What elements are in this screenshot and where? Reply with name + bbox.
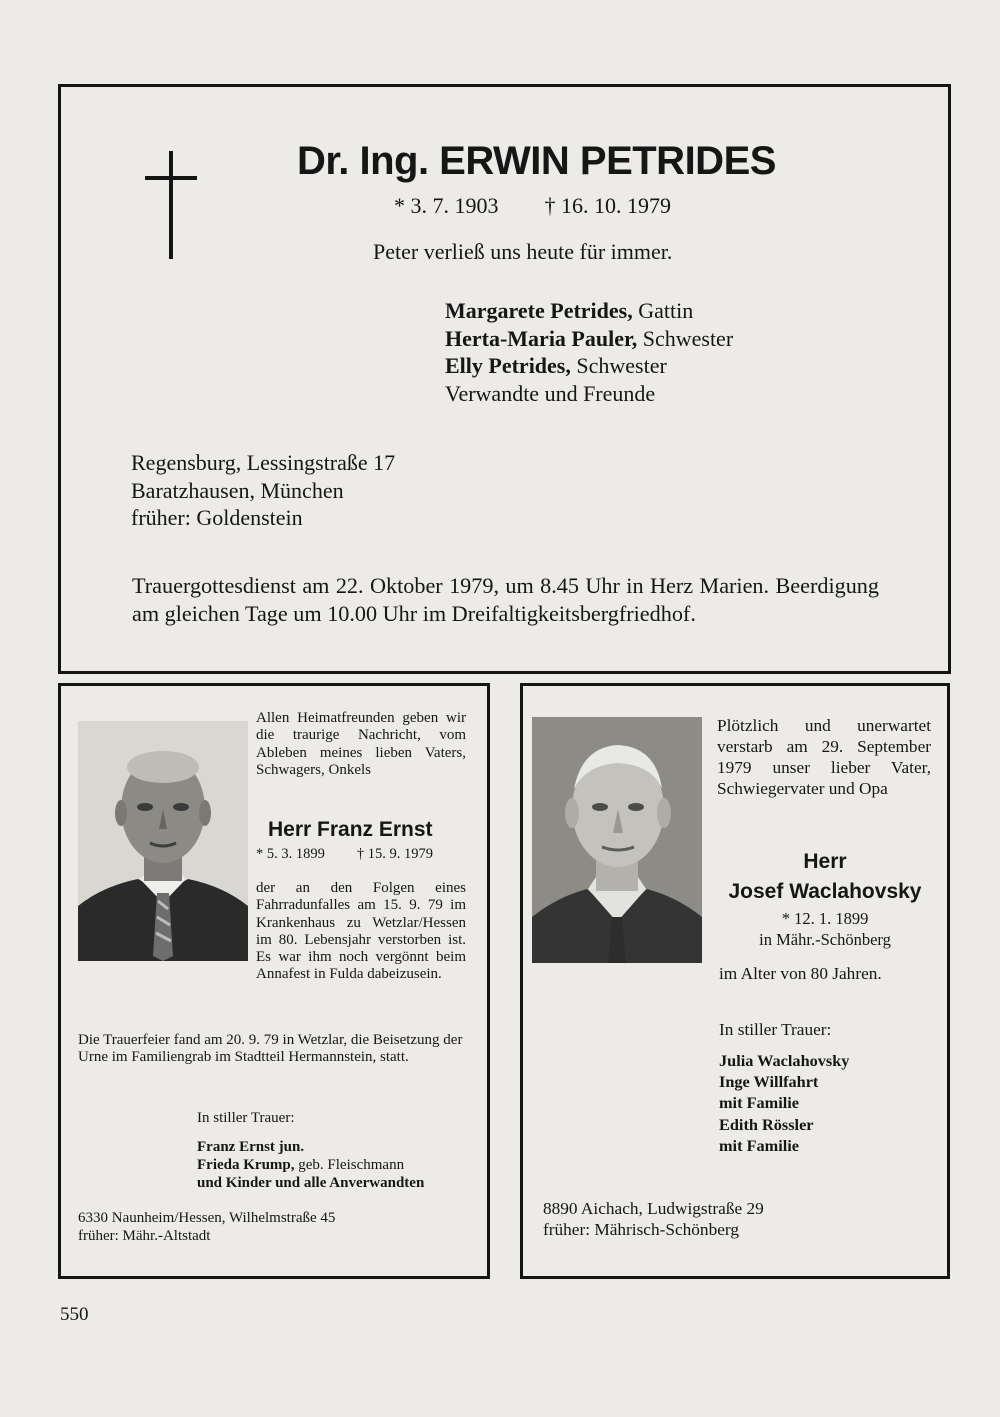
life-dates [394, 193, 671, 219]
birth-info [717, 908, 933, 950]
main-death-notice [58, 84, 951, 674]
mourners-list [197, 1138, 424, 1192]
family-member: Herta-Maria Pauler, Schwester [445, 325, 734, 351]
cross-icon [169, 151, 173, 259]
intro-text: Plötzlich und unerwartet verstarb am 29. September 1979 unser lieber Vater, Schwiegervater und Opa [717, 716, 931, 798]
address-block: Regensburg, Lessingstraße 17 Baratzhausen, München früher: Goldenstein [131, 450, 396, 530]
mourners-list [719, 1050, 849, 1156]
portrait-photo [78, 721, 248, 961]
death-date: † 16. 10. 1979 [544, 193, 671, 218]
deceased-name: Josef Waclahovsky [728, 880, 922, 903]
intro-text: Allen Heimatfreunden geben wir die traurige Nachricht, vom Ableben meines lieben Vaters, Schwagers, Onkels [256, 710, 466, 778]
life-dates [256, 846, 433, 863]
deceased-name: Herr Franz Ernst [268, 818, 433, 841]
circumstances-text: der an den Folgen eines Fahrradunfalles am 15. 9. 79 im Krankenhaus zu Wetzlar/Hessen im 80. Lebensjahr verstorben ist. Es war ihm noch vergönnt beim Annafest in Fulda dabeizusein. [256, 880, 466, 983]
birth-date: * 5. 3. 1899 [256, 846, 325, 862]
mourning-label: In stiller Trauer: [719, 1020, 832, 1039]
portrait-photo [532, 717, 702, 963]
funeral-service-text: Trauergottesdienst am 22. Oktober 1979, um 8.45 Uhr in Herz Marien. Beerdigung am gleichen Tage um 10.00 Uhr im Dreifaltigkeitsbergfriedhof. [132, 573, 879, 626]
birth-place: in Mähr.-Schönberg [759, 930, 891, 949]
mourner: Inge Willfahrt [719, 1072, 819, 1092]
mourner: Franz Ernst jun. [197, 1139, 305, 1155]
mourning-label: In stiller Trauer: [197, 1110, 295, 1126]
family-list [445, 297, 733, 408]
mourner: mit Familie [719, 1093, 800, 1113]
mourner: Frieda Krump, geb. Fleischmann [197, 1157, 405, 1173]
birth-date: * 12. 1. 1899 [781, 909, 869, 928]
birth-date: * 3. 7. 1903 [394, 193, 499, 218]
death-date: † 15. 9. 1979 [356, 846, 433, 862]
mourner: und Kinder und alle Anverwandten [197, 1175, 425, 1191]
mourner: Julia Waclahovsky [719, 1051, 850, 1070]
age-text: im Alter von 80 Jahren. [719, 964, 882, 983]
mourner: Edith Rössler [719, 1114, 814, 1134]
farewell-message: Peter verließ uns heute für immer. [373, 239, 673, 264]
page-number: 550 [60, 1304, 89, 1325]
address-block: 6330 Naunheim/Hessen, Wilhelmstraße 45 früher: Mähr.-Altstadt [78, 1210, 336, 1244]
address-block: 8890 Aichach, Ludwigstraße 29 früher: Mährisch-Schönberg [543, 1199, 764, 1239]
title-herr: Herr [803, 850, 847, 873]
family-member: Margarete Petrides, Gattin [445, 298, 694, 323]
family-member: Elly Petrides, Schwester [445, 353, 667, 379]
cross-icon-bar [145, 176, 197, 180]
josef-waclahovsky-notice [520, 683, 950, 1279]
relatives-line: Verwandte und Freunde [445, 381, 656, 407]
funeral-text: Die Trauerfeier fand am 20. 9. 79 in Wetzlar, die Beisetzung der Urne im Familiengrab im Stadtteil Hermannstein, statt. [78, 1032, 463, 1066]
mourner: mit Familie [719, 1135, 800, 1155]
deceased-name: Dr. Ing. ERWIN PETRIDES [297, 139, 776, 183]
franz-ernst-notice [58, 683, 490, 1279]
